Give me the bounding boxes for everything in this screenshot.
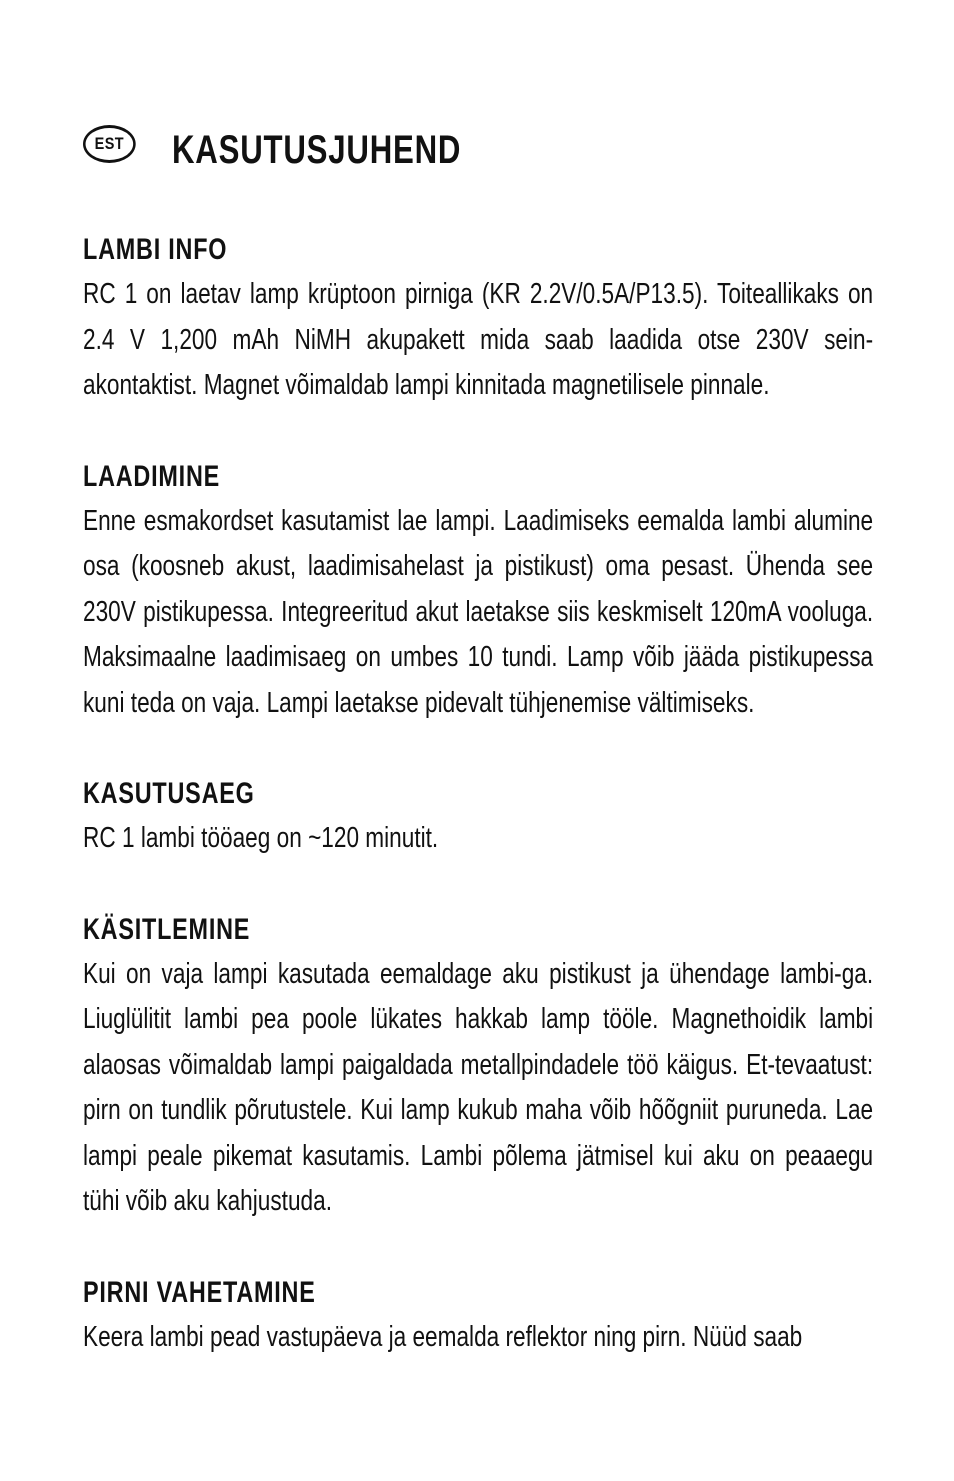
section-kasitlemine xyxy=(83,908,873,1225)
section-paragraph: RC 1 lambi tööaeg on ~120 minutit. xyxy=(83,822,439,854)
section-pirni-vahetamine xyxy=(83,1271,873,1361)
section-heading: PIRNI VAHETAMINE xyxy=(83,1275,316,1309)
section-kasutusaeg xyxy=(83,772,873,862)
section-paragraph: Enne esmakordset kasutamist lae lampi. Laadimiseks eemalda lambi alumine osa (koosneb akust, laadimisahelast ja pistikust) oma pesast. Ühenda see 230V pistikupessa. Integreeritud akut laetakse siis keskmiselt 120mA vooluga. Maksimaalne laadimisaeg on umbes 10 tundi. Lamp võib jääda pistikupessa kuni teda on vaja. Lampi laetakse pidevalt tühjenemise vältimiseks. xyxy=(83,504,874,719)
section-heading: LAADIMINE xyxy=(83,459,221,493)
document-page xyxy=(83,120,873,1406)
page-title: KASUTUSJUHEND xyxy=(172,128,462,172)
section-laadimine xyxy=(83,455,873,727)
section-paragraph: Kui on vaja lampi kasutada eemaldage aku pistikust ja ühendage lambi-ga. Liuglülitit lambi pea poole lükates hakkab lamp tööle. Magnethoidik lambi alaosas võimaldab lampi paigaldada metallpindadele töö käigus. Et-tevaatust: pirn on tundlik põrutustele. Kui lamp kukub maha võib hõõgniit puruneda. Lae lampi peale pikemat kasutamis. Lambi põlema jätmisel kui aku on peaaegu tühi võib aku kahjustuda. xyxy=(83,957,874,1217)
section-heading: KASUTUSAEG xyxy=(83,777,255,810)
section-heading: LAMBI INFO xyxy=(83,233,228,266)
document-header xyxy=(83,120,873,180)
section-lambi-info xyxy=(83,228,873,409)
section-paragraph: Keera lambi pead vastupäeva ja eemalda reflektor ning pirn. Nüüd saab xyxy=(83,1320,803,1353)
section-paragraph: RC 1 on laetav lamp krüptoon pirniga (KR 2.2V/0.5A/P13.5). Toiteallikaks on 2.4 V 1,200 mAh NiMH akupakett mida saab laadida otse 230V sein-akontaktist. Magnet võimaldab lampi kinnitada magnetilisele pinnale. xyxy=(83,278,874,401)
section-heading: KÄSITLEMINE xyxy=(83,912,251,946)
language-badge: EST xyxy=(83,125,136,163)
